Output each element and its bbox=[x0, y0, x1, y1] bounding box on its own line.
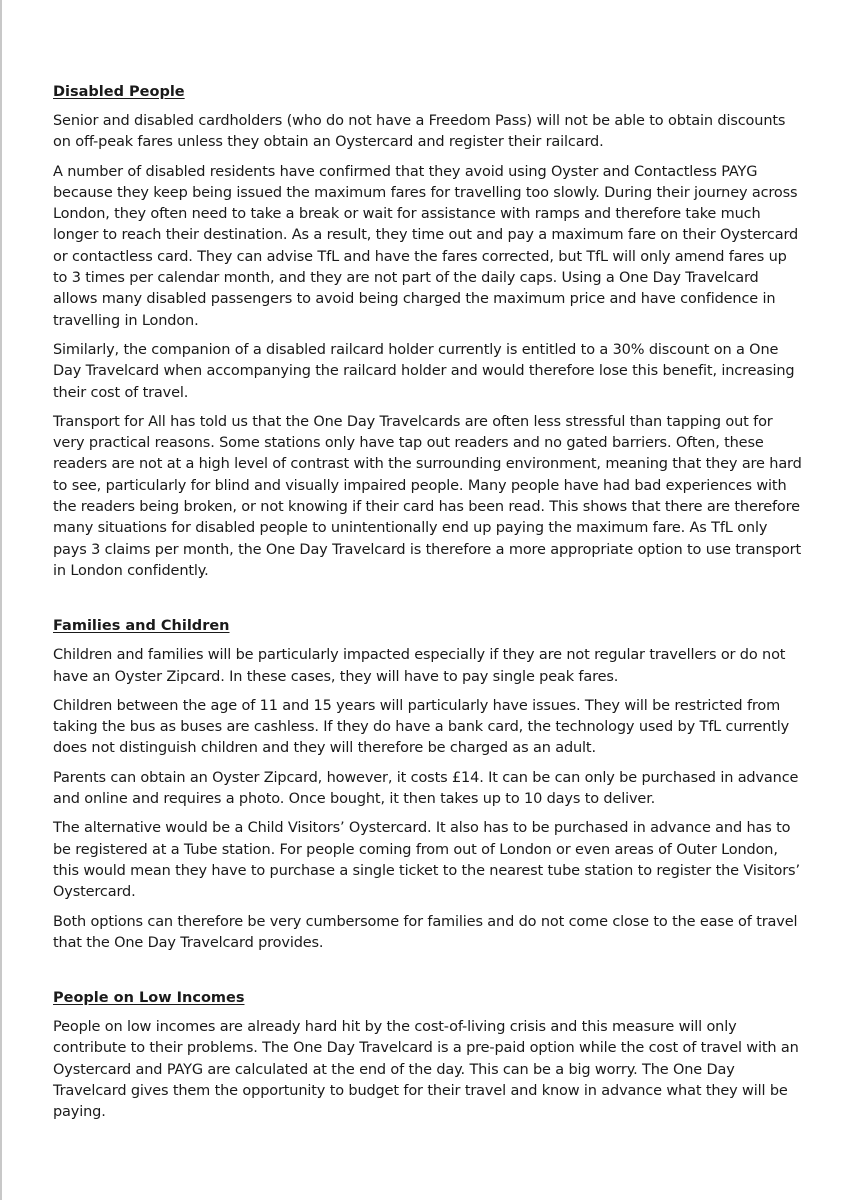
paragraph: Similarly, the companion of a disabled railcard holder currently is entitled to a 30% discount on a One Day Travelcard when accompanying the railcard holder and would therefore lose this benefit, increasing their cost of travel. bbox=[53, 341, 795, 401]
section-heading: People on Low Incomes bbox=[53, 990, 245, 1007]
section-spacer bbox=[53, 590, 805, 616]
paragraph: The alternative would be a Child Visitors’ Oystercard. It also has to be purchased in advance and has to be registered at a Tube station. For people coming from out of London or even areas of Outer London, this would mean they have to purchase a single ticket to the nearest tube station to register the Visitors’ Oystercard. bbox=[53, 820, 800, 901]
section-people-on-low-incomes bbox=[53, 988, 805, 1123]
paragraph: Parents can obtain an Oyster Zipcard, however, it costs £14. It can be can only be purchased in advance and online and requires a photo. Once bought, it then takes up to 10 days to deliver. bbox=[53, 769, 799, 808]
section-disabled-people bbox=[53, 82, 805, 582]
document-page bbox=[53, 82, 805, 1132]
paragraph: Children between the age of 11 and 15 years will particularly have issues. They will be restricted from taking the bus as buses are cashless. If they do have a bank card, the technology used by TfL currently does not distinguish children and they will therefore be charged as an adult. bbox=[53, 697, 790, 757]
paragraph: People on low incomes are already hard hit by the cost-of-living crisis and this measure will only contribute to their problems. The One Day Travelcard is a pre-paid option while the cost of travel with an Oystercard and PAYG are calculated at the end of the day. This can be a big worry. The One Day Travelcard gives them the opportunity to budget for their travel and know in advance what they will be paying. bbox=[53, 1019, 799, 1121]
paragraph: A number of disabled residents have confirmed that they avoid using Oyster and Contactless PAYG because they keep being issued the maximum fares for travelling too slowly. During their journey across London, they often need to take a break or wait for assistance with ramps and therefore take much longer to reach their destination. As a result, they time out and pay a maximum fare on their Oystercard or contactless card. They can advise TfL and have the fares corrected, but TfL will only amend fares up to 3 times per calendar month, and they are not part of the daily caps. Using a One Day Travelcard allows many disabled passengers to avoid being charged the maximum price and have confidence in travelling in London. bbox=[53, 163, 799, 329]
paragraph: Senior and disabled cardholders (who do not have a Freedom Pass) will not be able to obtain discounts on off-peak fares unless they obtain an Oystercard and register their railcard. bbox=[53, 113, 786, 151]
paragraph: Transport for All has told us that the One Day Travelcards are often less stressful than tapping out for very practical reasons. Some stations only have tap out readers and no gated barriers. Often, these readers are not at a high level of contrast with the surrounding environment, meaning that they are hard to see, particularly for blind and visually impaired people. Many people have had bad experiences with the readers being broken, or not knowing if their card has been read. This shows that there are therefore many situations for disabled people to unintentionally end up paying the maximum fare. As TfL only pays 3 claims per month, the One Day Travelcard is therefore a more appropriate option to use transport in London confidently. bbox=[53, 413, 802, 579]
paragraph: Both options can therefore be very cumbersome for families and do not come close to the ease of travel that the One Day Travelcard provides. bbox=[53, 913, 798, 951]
section-heading: Disabled People bbox=[53, 84, 185, 100]
section-spacer bbox=[53, 962, 805, 988]
section-heading: Families and Children bbox=[53, 618, 230, 635]
section-families-and-children bbox=[53, 616, 805, 954]
page-left-edge bbox=[0, 0, 2, 1200]
paragraph: Children and families will be particularly impacted especially if they are not regular travellers or do not have an Oyster Zipcard. In these cases, they will have to pay single peak fares. bbox=[53, 647, 786, 685]
